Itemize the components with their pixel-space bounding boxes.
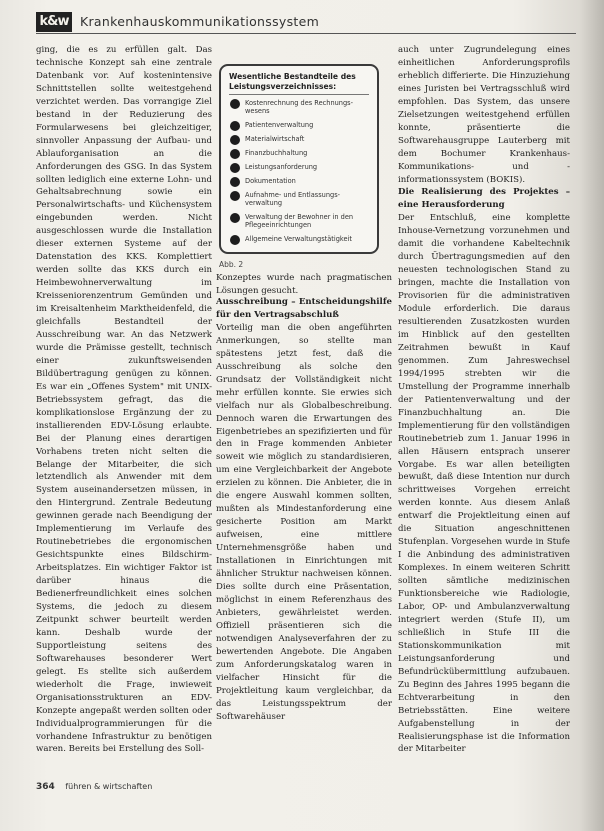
list-item: Materialwirtschaft — [229, 135, 369, 143]
list-item: Dokumentation — [229, 177, 369, 185]
page-header — [36, 10, 576, 34]
bullet-icon — [230, 149, 240, 159]
paragraph: Vorteilig man die oben angeführten Anmerkungen, so stellte man spätestens jetzt fest, daß die Ausschreibung als solche den Grundsatz der Vollständigkeit nicht mehr erfüllen konnte. Sie erwies sich vielfach nur als Globalbeschreibung. Dennoch waren die Erwartungen des Eigenbetriebes an spezifizierten und für den in Frage kommenden Anbieter soweit wie möglich zu standardisieren, um eine Vergleichbarkeit der Angebote erzielen zu können. Die Anbieter, die in die engere Auswahl kommen sollten, mußten als Mindestanforderung eine gesicherte Position am Markt aufweisen, eine mittlere Unternehmensgröße haben und Installationen in Einrichtungen mit ähnlicher Struktur nachweisen können. Dies sollte durch eine Präsentation, möglichst in einem Referenzhaus des Anbieters, gewährleistet werden. Offiziell präsentieren sich die notwendigen Analyseverfahren der zu bewertenden Angebote. Die Angaben zum Anforderungskatalog waren in vielfacher Hinsicht für die Projektleitung kaum vergleichbar, da das Leistungsspektrum der Softwarehäuser — [216, 322, 392, 722]
bullet-icon — [230, 135, 240, 145]
subheading: Die Realisierung des Projektes – eine Herausforderung — [398, 187, 570, 211]
bullet-icon — [230, 177, 240, 187]
bullet-icon — [230, 235, 240, 245]
box-title: Wesentliche Bestandteile des Leistungsverzeichnisses: — [229, 72, 369, 95]
figure-caption: Abb. 2 — [219, 260, 244, 269]
column-left — [36, 44, 212, 772]
column-mid-lead — [216, 272, 392, 298]
paragraph: auch unter Zugrundelegung eines einheitlichen Anforderungsprofils erheblich differierte. Die Hinzuziehung eines Juristen bei Vertragsschluß wird empfohlen. Das System, das unsere Zielsetzungen weitestgehend erfüllen konnte, präsentierte die Softwarehausgruppe Lauterberg mit dem Bochumer Krankenhaus-Kommunikations- und -informationssystem (BOKIS). — [398, 45, 570, 185]
lead-paragraph: Konzeptes wurde nach pragmatischen Lösungen gesucht. — [216, 273, 392, 296]
bullet-icon — [230, 99, 240, 109]
sidebar-box — [219, 64, 379, 254]
journal-logo: k&w — [36, 12, 72, 32]
bullet-icon — [230, 213, 240, 223]
bullet-icon — [230, 121, 240, 131]
bullet-icon — [230, 163, 240, 173]
page-footer — [36, 782, 336, 792]
list-item: Finanzbuchhaltung — [229, 149, 369, 157]
column-right — [398, 44, 570, 772]
paragraph: ging, die es zu erfüllen galt. Das technische Konzept sah eine zentrale Datenbank vor. Auf kostenintensive Schnittstellen sollte weitestgehend verzichtet werden. Das vorrangige Ziel bestand in der Reduzierung des Formularwesens bei gleichzeitiger, sinnvoller Anpassung der Aufbau- und Ablauforganisation an die Anforderungen des GSG. In das System sollten lediglich eine externe Lohn- und Gehaltsabrechnung sowie ein Personalwirtschafts- und Küchensystem eingebunden werden. Nicht ausgeschlossen wurde die Installation dieser externen Systeme auf der Datenstation des KKS. Komplettiert werden sollte das KKS durch ein Heimbewohnerverwaltung im Kreisseniorenzentrum Gemünden und im Kreisaltenheim Marktheidenfeld, die gleichfalls Bestandteil der Ausschreibung war. An das Netzwerk wurde die Prämisse gestellt, technisch einer zukunftsweisenden Bildübertragung genügen zu können. Es war ein „Offenes System" mit UNIX-Betriebssystem gefragt, das die komplikationslose Ergänzung der zu installierenden EDV-Lösung erlaubte. Bei der Planung eines derartigen Vorhabens treten nicht selten die Belange der Mitarbeiter, die sich letztendlich als Anwender mit dem System auseinandersetzen müssen, in den Hintergrund. Zentrale Bedeutung gewinnen gerade nach Beendigung der Implementierung im Verlaufe des Routinebetriebes die ergonomischen Gesichtspunkte eines Bildschirm-Arbeitsplatzes. Ein wichtiger Faktor ist darüber hinaus die Bedienerfreundlichkeit eines solchen Systems, die jedoch zu diesem Zeitpunkt schwer beurteilt werden kann. Deshalb wurde der Supportleistung seitens des Softwarehauses besonderer Wert gelegt. Es stellte sich außerdem wiederholt die Frage, inwieweit Organisationsstrukturen an EDV-Konzepte angepaßt werden sollten oder Individualprogrammierungen für die vorhandene Infrastruktur zu benötigen waren. Bereits bei Erstellung des Soll- — [36, 45, 212, 755]
list-item: Kostenrechnung des Rechnungswesens — [229, 99, 369, 115]
journal-name: führen & wirtschaften — [65, 782, 153, 791]
list-item: Aufnahme- und Entlassungsverwaltung — [229, 191, 369, 207]
page-number: 364 — [36, 782, 55, 792]
list-item: Patientenverwaltung — [229, 121, 369, 129]
list-item: Verwaltung der Bewohner in den Pflegeeinrichtungen — [229, 213, 369, 229]
bullet-icon — [230, 191, 240, 201]
paragraph: Der Entschluß, eine komplette Inhouse-Vernetzung vorzunehmen und damit die vorhandene Kabeltechnik durch Übertragungsmedien auf den neuesten technologischen Stand zu bringen, machte die Installation von Provisorien für die administrativen Module erforderlich. Die daraus resultierenden Zusatzkosten wurden im Hinblick auf den gestellten Zeitrahmen bewußt in Kauf genommen. Zum Jahreswechsel 1994/1995 strebten wir die Umstellung der Programme innerhalb der Patientenverwaltung und der Finanzbuchhaltung an. Die Implementierung für den vollständigen Routinebetrieb zum 1. Januar 1996 in allen Häusern entsprach unserer Vorgabe. Es war allen beteiligten bewußt, daß diese Intention nur durch schrittweises Vorgehen erreicht werden konnte. Aus diesem Anlaß entwarf die Projektleitung einen auf die Situation angeschnittenen Stufenplan. Vorgesehen wurde in Stufe I die Anbindung des administrativen Komplexes. In einem weiteren Schritt sollten sämtliche medizinischen Funktionsbereiche wie Radiologie, Labor, OP- und Ambulanzverwaltung integriert werden (Stufe II), um schließlich in Stufe III die Stationskommunikation mit Leistungsanforderung und Befundrückübermittlung aufzubauen. Zu Beginn des Jahres 1995 begann die Echtverarbeitung in den Betriebsstätten. Eine weitere Aufgabenstellung in der Realisierungsphase ist die Information der Mitarbeiter — [398, 213, 570, 755]
list-item: Leistungsanforderung — [229, 163, 369, 171]
list-item: Allgemeine Verwaltungstätigkeit — [229, 235, 369, 243]
box-list — [229, 99, 369, 243]
section-title: Krankenhauskommunikationssystem — [80, 14, 320, 29]
subheading: Ausschreibung – Entscheidungshilfe für den Vertragsabschluß — [216, 297, 392, 320]
column-mid — [216, 296, 392, 778]
